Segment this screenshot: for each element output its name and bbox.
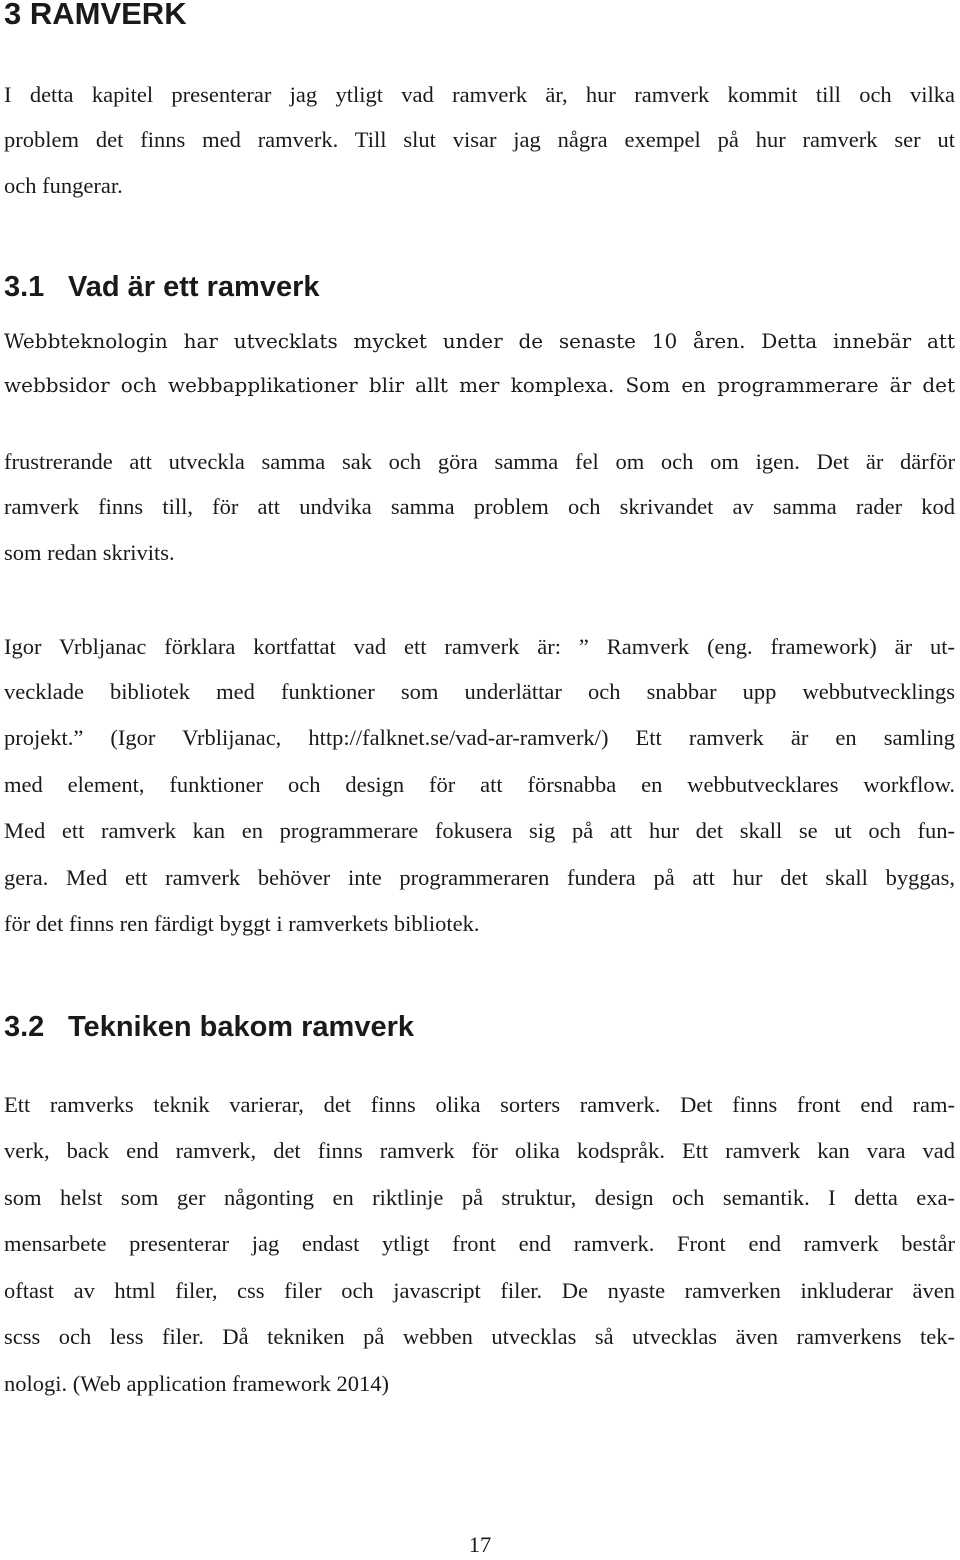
intro-line: och fungerar.: [4, 173, 123, 198]
paragraph-line: som redan skrivits.: [4, 540, 175, 565]
section-number: 3.1: [4, 271, 45, 303]
paragraph-line: Igor Vrbljanac förklara kortfattat vad ett ramverk är: ” Ramverk (eng. framework) är ut-: [4, 634, 955, 659]
paragraph-line: nologi. (Web application framework 2014): [4, 1371, 389, 1396]
paragraph-line: Med ett ramverk kan en programmerare fokusera sig på att hur det skall se ut och fun-: [4, 818, 955, 843]
paragraph-line: för det finns ren färdigt byggt i ramverkets bibliotek.: [4, 911, 480, 936]
paragraph-line: gera. Med ett ramverk behöver inte programmeraren fundera på att hur det skall byggas,: [4, 865, 955, 890]
section-title: Tekniken bakom ramverk: [68, 1011, 415, 1043]
paragraph-line: frustrerande att utveckla samma sak och göra samma fel om och om igen. Det är därför: [4, 449, 955, 474]
paragraph-line: Webbteknologin har utvecklats mycket under de senaste 10 åren. Detta innebär att: [4, 329, 955, 353]
section-heading-3-2: [4, 1010, 414, 1044]
paragraph-line: projekt.” (Igor Vrblijanac, http://falknet.se/vad-ar-ramverk/) Ett ramverk är en samling: [4, 725, 955, 750]
paragraph-line: scss och less filer. Då tekniken på webben utvecklas så utvecklas även ramverkens tek-: [4, 1324, 955, 1349]
paragraph-line: vecklade bibliotek med funktioner som underlättar och snabbar upp webbutvecklings: [4, 679, 955, 704]
paragraph-line: som helst som ger någonting en riktlinje på struktur, design och semantik. I detta exa-: [4, 1185, 955, 1210]
section-heading-3-1: [4, 270, 319, 304]
intro-line: I detta kapitel presenterar jag ytligt vad ramverk är, hur ramverk kommit till och vilka: [4, 82, 955, 107]
chapter-heading: 3 RAMVERK: [4, 0, 187, 31]
page-number: 17: [468, 1532, 492, 1557]
paragraph-line: webbsidor och webbapplikationer blir allt mer komplexa. Som en programmerare är det: [4, 373, 955, 397]
section-number: 3.2: [4, 1011, 45, 1043]
paragraph-line: mensarbete presenterar jag endast ytligt front end ramverk. Front end ramverk består: [4, 1231, 955, 1256]
intro-line: problem det finns med ramverk. Till slut visar jag några exempel på hur ramverk ser ut: [4, 127, 955, 152]
section-title: Vad är ett ramverk: [68, 271, 320, 303]
paragraph-line: verk, back end ramverk, det finns ramverk för olika kodspråk. Ett ramverk kan vara vad: [4, 1138, 955, 1163]
paragraph-line: Ett ramverks teknik varierar, det finns olika sorters ramverk. Det finns front end ram-: [4, 1092, 955, 1117]
paragraph-line: ramverk finns till, för att undvika samma problem och skrivandet av samma rader kod: [4, 494, 955, 519]
paragraph-line: oftast av html filer, css filer och javascript filer. De nyaste ramverken inkluderar även: [4, 1278, 955, 1303]
paragraph-line: med element, funktioner och design för att försnabba en webbutvecklares workflow.: [4, 772, 955, 797]
